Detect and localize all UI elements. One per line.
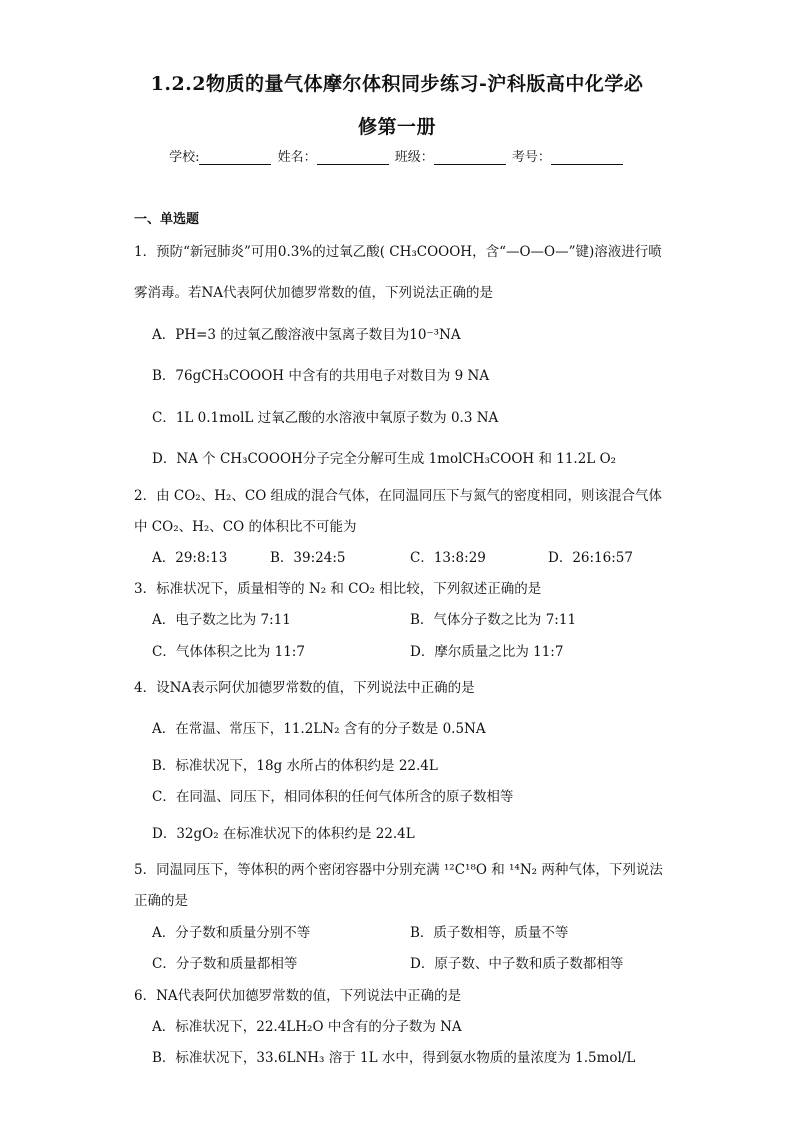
q1-option-b: B．76gCH₃COOOH 中含有的共用电子对数目为 9 NA (152, 368, 490, 384)
q5-option-c: C．分子数和质量都相等 (152, 956, 298, 972)
q5-option-a: A．分子数和质量分别不等 (152, 925, 311, 941)
q3-option-a: A．电子数之比为 7:11 (152, 612, 291, 628)
q1-stem-line2: 雾消毒。若NA代表阿伏加德罗常数的值，下列说法正确的是 (134, 285, 494, 301)
name-blank[interactable] (317, 151, 389, 165)
q1-option-a: A．PH=3 的过氧乙酸溶液中氢离子数目为10⁻³NA (152, 327, 461, 343)
q4-stem: 4．设NA表示阿伏加德罗常数的值，下列说法中正确的是 (134, 680, 475, 696)
document-title-line1: 1.2.2物质的量气体摩尔体积同步练习-沪科版高中化学必 (150, 73, 644, 95)
q5-option-d: D．原子数、中子数和质子数都相等 (410, 956, 624, 972)
q3-option-b: B．气体分子数之比为 7:11 (410, 612, 577, 628)
q3-option-d: D．摩尔质量之比为 11:7 (410, 644, 564, 660)
q5-option-b: B．质子数相等，质量不等 (410, 925, 569, 941)
q2-option-b: B．39:24:5 (270, 550, 346, 566)
student-info-row (0, 146, 794, 165)
q2-option-c: C．13:8:29 (410, 550, 486, 566)
q2-stem-line2: 中 CO₂、H₂、CO 的体积比不可能为 (134, 519, 357, 535)
q2-option-a: A．29:8:13 (152, 550, 228, 566)
q4-option-b: B．标准状况下，18g 水所占的体积约是 22.4L (152, 758, 438, 774)
number-blank[interactable] (551, 151, 623, 165)
school-blank[interactable] (199, 151, 271, 165)
number-label: 考号： (511, 150, 551, 165)
q4-option-c: C．在同温、同压下，相同体积的任何气体所含的原子数相等 (152, 789, 514, 805)
q6-option-a: A．标准状况下，22.4LH₂O 中含有的分子数为 NA (152, 1019, 462, 1035)
q5-stem-line2: 正确的是 (134, 893, 188, 909)
q6-stem: 6．NA代表阿伏加德罗常数的值，下列说法中正确的是 (134, 988, 462, 1004)
school-label: 学校: (169, 150, 200, 165)
class-label: 班级： (394, 150, 434, 165)
q2-option-d: D．26:16:57 (548, 550, 633, 566)
name-label: 姓名： (277, 150, 317, 165)
q2-stem-line1: 2．由 CO₂、H₂、CO 组成的混合气体，在同温同压下与氮气的密度相同，则该混合气体 (134, 488, 663, 504)
document-title-line2: 修第一册 (357, 116, 436, 138)
q6-option-b: B．标准状况下，33.6LNH₃ 溶于 1L 水中，得到氨水物质的量浓度为 1.5mol/L (152, 1050, 636, 1066)
q3-option-c: C．气体体积之比为 11:7 (152, 644, 305, 660)
q1-option-c: C．1L 0.1molL 过氧乙酸的水溶液中氧原子数为 0.3 NA (152, 410, 499, 426)
q4-option-d: D．32gO₂ 在标准状况下的体积约是 22.4L (152, 826, 415, 842)
q5-stem-line1: 5．同温同压下，等体积的两个密闭容器中分别充满 ¹²C¹⁸O 和 ¹⁴N₂ 两种气体，下列说法 (134, 862, 663, 878)
q3-stem: 3．标准状况下，质量相等的 N₂ 和 CO₂ 相比较，下列叙述正确的是 (134, 581, 542, 597)
class-blank[interactable] (434, 151, 506, 165)
section-heading: 一、单选题 (134, 212, 200, 227)
q1-option-d: D．NA 个 CH₃COOOH分子完全分解可生成 1molCH₃COOH 和 11.2L O₂ (152, 451, 617, 467)
q1-stem-line1: 1．预防“新冠肺炎”可用0.3%的过氧乙酸( CH₃COOOH，含“—O—O—”键)溶液进行喷 (134, 244, 662, 260)
q4-option-a: A．在常温、常压下，11.2LN₂ 含有的分子数是 0.5NA (152, 721, 486, 737)
